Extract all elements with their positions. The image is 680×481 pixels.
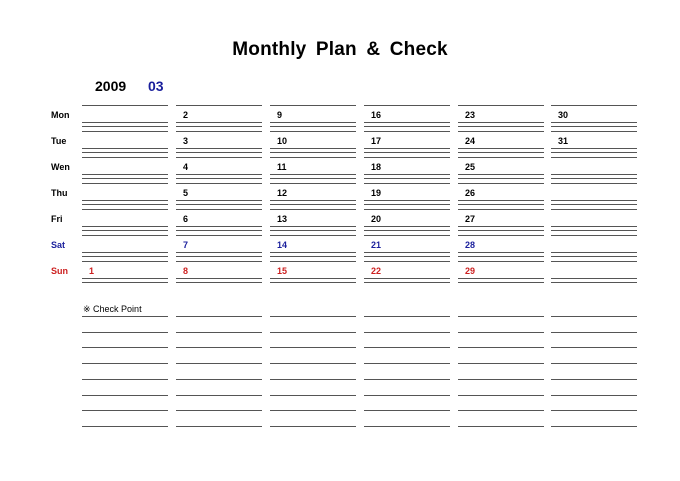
day-number: 21 xyxy=(371,240,382,250)
cell-bottom-line xyxy=(270,256,356,257)
day-number: 2 xyxy=(183,110,189,120)
check-point-line xyxy=(551,426,637,427)
cell-bottom-line xyxy=(82,126,168,127)
day-number: 29 xyxy=(465,266,476,276)
cell-top-line xyxy=(458,131,544,132)
day-number: 25 xyxy=(465,162,476,172)
cell-top-line xyxy=(458,235,544,236)
check-point-line xyxy=(82,347,168,348)
check-point-line xyxy=(551,347,637,348)
cell-bottom-line xyxy=(551,256,637,257)
weekday-label-fri: Fri xyxy=(51,214,63,224)
check-point-line xyxy=(551,316,637,317)
check-point-line xyxy=(176,395,262,396)
check-point-line xyxy=(270,363,356,364)
day-number: 22 xyxy=(371,266,382,276)
day-number: 18 xyxy=(371,162,382,172)
cell-top-line xyxy=(364,105,450,106)
check-point-line xyxy=(364,363,450,364)
cell-top-line xyxy=(270,261,356,262)
cell-top-line xyxy=(551,157,637,158)
check-point-line xyxy=(458,316,544,317)
cell-bottom-line xyxy=(458,282,544,283)
weekday-label-wen: Wen xyxy=(51,162,70,172)
cell-top-line xyxy=(82,105,168,106)
weekday-label-sun: Sun xyxy=(51,266,68,276)
cell-top-line xyxy=(82,157,168,158)
check-point-line xyxy=(82,410,168,411)
cell-bottom-line xyxy=(551,200,637,201)
cell-bottom-line xyxy=(176,256,262,257)
weekday-label-thu: Thu xyxy=(51,188,68,198)
cell-top-line xyxy=(551,131,637,132)
day-number: 13 xyxy=(277,214,288,224)
day-number: 27 xyxy=(465,214,476,224)
check-point-line xyxy=(82,426,168,427)
cell-top-line xyxy=(551,235,637,236)
cell-bottom-line xyxy=(82,282,168,283)
cell-top-line xyxy=(176,183,262,184)
weekday-label-tue: Tue xyxy=(51,136,67,146)
cell-bottom-line xyxy=(270,282,356,283)
cell-bottom-line xyxy=(176,278,262,279)
cell-bottom-line xyxy=(82,178,168,179)
check-point-line xyxy=(458,410,544,411)
weekday-label-sat: Sat xyxy=(51,240,66,250)
cell-bottom-line xyxy=(551,230,637,231)
cell-top-line xyxy=(270,157,356,158)
cell-bottom-line xyxy=(176,178,262,179)
cell-bottom-line xyxy=(176,122,262,123)
cell-bottom-line xyxy=(176,174,262,175)
check-point-line xyxy=(82,379,168,380)
cell-top-line xyxy=(458,183,544,184)
cell-bottom-line xyxy=(270,152,356,153)
check-point-line xyxy=(176,410,262,411)
cell-bottom-line xyxy=(364,204,450,205)
cell-bottom-line xyxy=(364,174,450,175)
check-point-line xyxy=(176,379,262,380)
check-point-label: ※ Check Point xyxy=(83,304,142,314)
cell-bottom-line xyxy=(458,256,544,257)
cell-bottom-line xyxy=(364,282,450,283)
check-point-line xyxy=(551,363,637,364)
cell-bottom-line xyxy=(458,148,544,149)
check-point-line xyxy=(458,332,544,333)
day-number: 19 xyxy=(371,188,382,198)
cell-top-line xyxy=(82,235,168,236)
check-point-line xyxy=(364,426,450,427)
check-point-line xyxy=(270,316,356,317)
cell-bottom-line xyxy=(364,278,450,279)
check-point-line xyxy=(176,347,262,348)
year-label: 2009 xyxy=(95,78,127,94)
cell-bottom-line xyxy=(458,178,544,179)
day-number: 10 xyxy=(277,136,288,146)
cell-top-line xyxy=(364,157,450,158)
day-number: 8 xyxy=(183,266,189,276)
cell-top-line xyxy=(176,235,262,236)
check-point-line xyxy=(364,410,450,411)
cell-bottom-line xyxy=(82,174,168,175)
cell-bottom-line xyxy=(270,226,356,227)
day-number: 23 xyxy=(465,110,476,120)
cell-bottom-line xyxy=(176,226,262,227)
cell-bottom-line xyxy=(270,174,356,175)
cell-bottom-line xyxy=(551,226,637,227)
check-point-line xyxy=(551,379,637,380)
cell-bottom-line xyxy=(82,256,168,257)
cell-bottom-line xyxy=(364,252,450,253)
cell-bottom-line xyxy=(82,148,168,149)
cell-bottom-line xyxy=(176,148,262,149)
day-number: 17 xyxy=(371,136,382,146)
cell-bottom-line xyxy=(82,122,168,123)
weekday-label-mon: Mon xyxy=(51,110,70,120)
cell-bottom-line xyxy=(551,178,637,179)
cell-top-line xyxy=(82,261,168,262)
cell-top-line xyxy=(176,209,262,210)
cell-bottom-line xyxy=(270,126,356,127)
check-point-line xyxy=(270,379,356,380)
cell-bottom-line xyxy=(364,126,450,127)
cell-top-line xyxy=(458,209,544,210)
cell-bottom-line xyxy=(458,122,544,123)
cell-bottom-line xyxy=(364,226,450,227)
cell-bottom-line xyxy=(458,126,544,127)
cell-bottom-line xyxy=(364,230,450,231)
day-number: 12 xyxy=(277,188,288,198)
check-point-line xyxy=(458,426,544,427)
cell-bottom-line xyxy=(458,230,544,231)
check-point-line xyxy=(364,347,450,348)
check-point-line xyxy=(82,332,168,333)
cell-bottom-line xyxy=(458,278,544,279)
day-number: 20 xyxy=(371,214,382,224)
cell-bottom-line xyxy=(364,148,450,149)
day-number: 6 xyxy=(183,214,189,224)
check-point-line xyxy=(364,316,450,317)
check-point-line xyxy=(176,363,262,364)
cell-bottom-line xyxy=(270,178,356,179)
cell-bottom-line xyxy=(551,152,637,153)
day-number: 24 xyxy=(465,136,476,146)
check-point-line xyxy=(458,379,544,380)
cell-bottom-line xyxy=(551,126,637,127)
cell-bottom-line xyxy=(364,200,450,201)
day-number: 28 xyxy=(465,240,476,250)
day-number: 7 xyxy=(183,240,189,250)
check-point-line xyxy=(551,410,637,411)
check-point-line xyxy=(551,395,637,396)
check-point-line xyxy=(364,379,450,380)
cell-top-line xyxy=(364,209,450,210)
cell-bottom-line xyxy=(458,252,544,253)
check-point-line xyxy=(82,363,168,364)
cell-bottom-line xyxy=(176,230,262,231)
month-label: 03 xyxy=(148,78,164,94)
day-number: 4 xyxy=(183,162,189,172)
cell-bottom-line xyxy=(82,230,168,231)
cell-bottom-line xyxy=(82,152,168,153)
cell-bottom-line xyxy=(551,282,637,283)
cell-top-line xyxy=(458,261,544,262)
cell-bottom-line xyxy=(364,256,450,257)
cell-bottom-line xyxy=(551,174,637,175)
cell-bottom-line xyxy=(551,252,637,253)
cell-top-line xyxy=(551,261,637,262)
check-point-line xyxy=(458,395,544,396)
day-number: 15 xyxy=(277,266,288,276)
day-number: 11 xyxy=(277,162,287,172)
cell-top-line xyxy=(364,261,450,262)
day-number: 16 xyxy=(371,110,382,120)
check-point-line xyxy=(176,332,262,333)
day-number: 9 xyxy=(277,110,283,120)
cell-bottom-line xyxy=(364,122,450,123)
cell-bottom-line xyxy=(551,122,637,123)
cell-bottom-line xyxy=(364,178,450,179)
page-title: Monthly Plan & Check xyxy=(232,39,448,60)
day-number: 1 xyxy=(89,266,95,276)
cell-bottom-line xyxy=(82,200,168,201)
check-point-line xyxy=(270,332,356,333)
cell-bottom-line xyxy=(176,126,262,127)
cell-bottom-line xyxy=(458,226,544,227)
day-number: 26 xyxy=(465,188,476,198)
check-point-line xyxy=(364,395,450,396)
cell-top-line xyxy=(364,131,450,132)
cell-top-line xyxy=(82,131,168,132)
cell-top-line xyxy=(82,183,168,184)
cell-bottom-line xyxy=(551,204,637,205)
cell-bottom-line xyxy=(270,252,356,253)
check-point-line xyxy=(364,332,450,333)
cell-top-line xyxy=(176,261,262,262)
cell-top-line xyxy=(364,183,450,184)
cell-bottom-line xyxy=(364,152,450,153)
cell-bottom-line xyxy=(82,252,168,253)
check-point-line xyxy=(270,395,356,396)
cell-bottom-line xyxy=(82,226,168,227)
cell-bottom-line xyxy=(270,230,356,231)
cell-top-line xyxy=(270,105,356,106)
check-point-line xyxy=(176,426,262,427)
check-point-line xyxy=(458,363,544,364)
cell-top-line xyxy=(176,131,262,132)
cell-top-line xyxy=(270,183,356,184)
check-point-line xyxy=(82,395,168,396)
day-number: 3 xyxy=(183,136,189,146)
cell-bottom-line xyxy=(176,252,262,253)
cell-bottom-line xyxy=(458,204,544,205)
cell-bottom-line xyxy=(270,200,356,201)
cell-top-line xyxy=(176,157,262,158)
cell-bottom-line xyxy=(176,152,262,153)
cell-top-line xyxy=(270,209,356,210)
day-number: 5 xyxy=(183,188,189,198)
check-point-line xyxy=(270,347,356,348)
day-number: 14 xyxy=(277,240,288,250)
cell-top-line xyxy=(176,105,262,106)
check-point-line xyxy=(82,316,168,317)
cell-bottom-line xyxy=(458,174,544,175)
cell-bottom-line xyxy=(176,200,262,201)
check-point-line xyxy=(458,347,544,348)
cell-top-line xyxy=(270,235,356,236)
cell-top-line xyxy=(551,209,637,210)
check-point-line xyxy=(270,426,356,427)
cell-top-line xyxy=(82,209,168,210)
cell-top-line xyxy=(551,183,637,184)
day-number: 30 xyxy=(558,110,569,120)
cell-bottom-line xyxy=(176,204,262,205)
cell-bottom-line xyxy=(82,278,168,279)
cell-bottom-line xyxy=(176,282,262,283)
check-point-line xyxy=(551,332,637,333)
cell-top-line xyxy=(458,105,544,106)
check-point-line xyxy=(176,316,262,317)
cell-bottom-line xyxy=(551,278,637,279)
cell-bottom-line xyxy=(270,122,356,123)
cell-bottom-line xyxy=(458,152,544,153)
cell-bottom-line xyxy=(270,278,356,279)
day-number: 31 xyxy=(558,136,569,146)
cell-top-line xyxy=(364,235,450,236)
cell-top-line xyxy=(458,157,544,158)
cell-bottom-line xyxy=(270,148,356,149)
cell-bottom-line xyxy=(551,148,637,149)
cell-top-line xyxy=(551,105,637,106)
cell-bottom-line xyxy=(82,204,168,205)
cell-bottom-line xyxy=(270,204,356,205)
cell-bottom-line xyxy=(458,200,544,201)
cell-top-line xyxy=(270,131,356,132)
check-point-line xyxy=(270,410,356,411)
